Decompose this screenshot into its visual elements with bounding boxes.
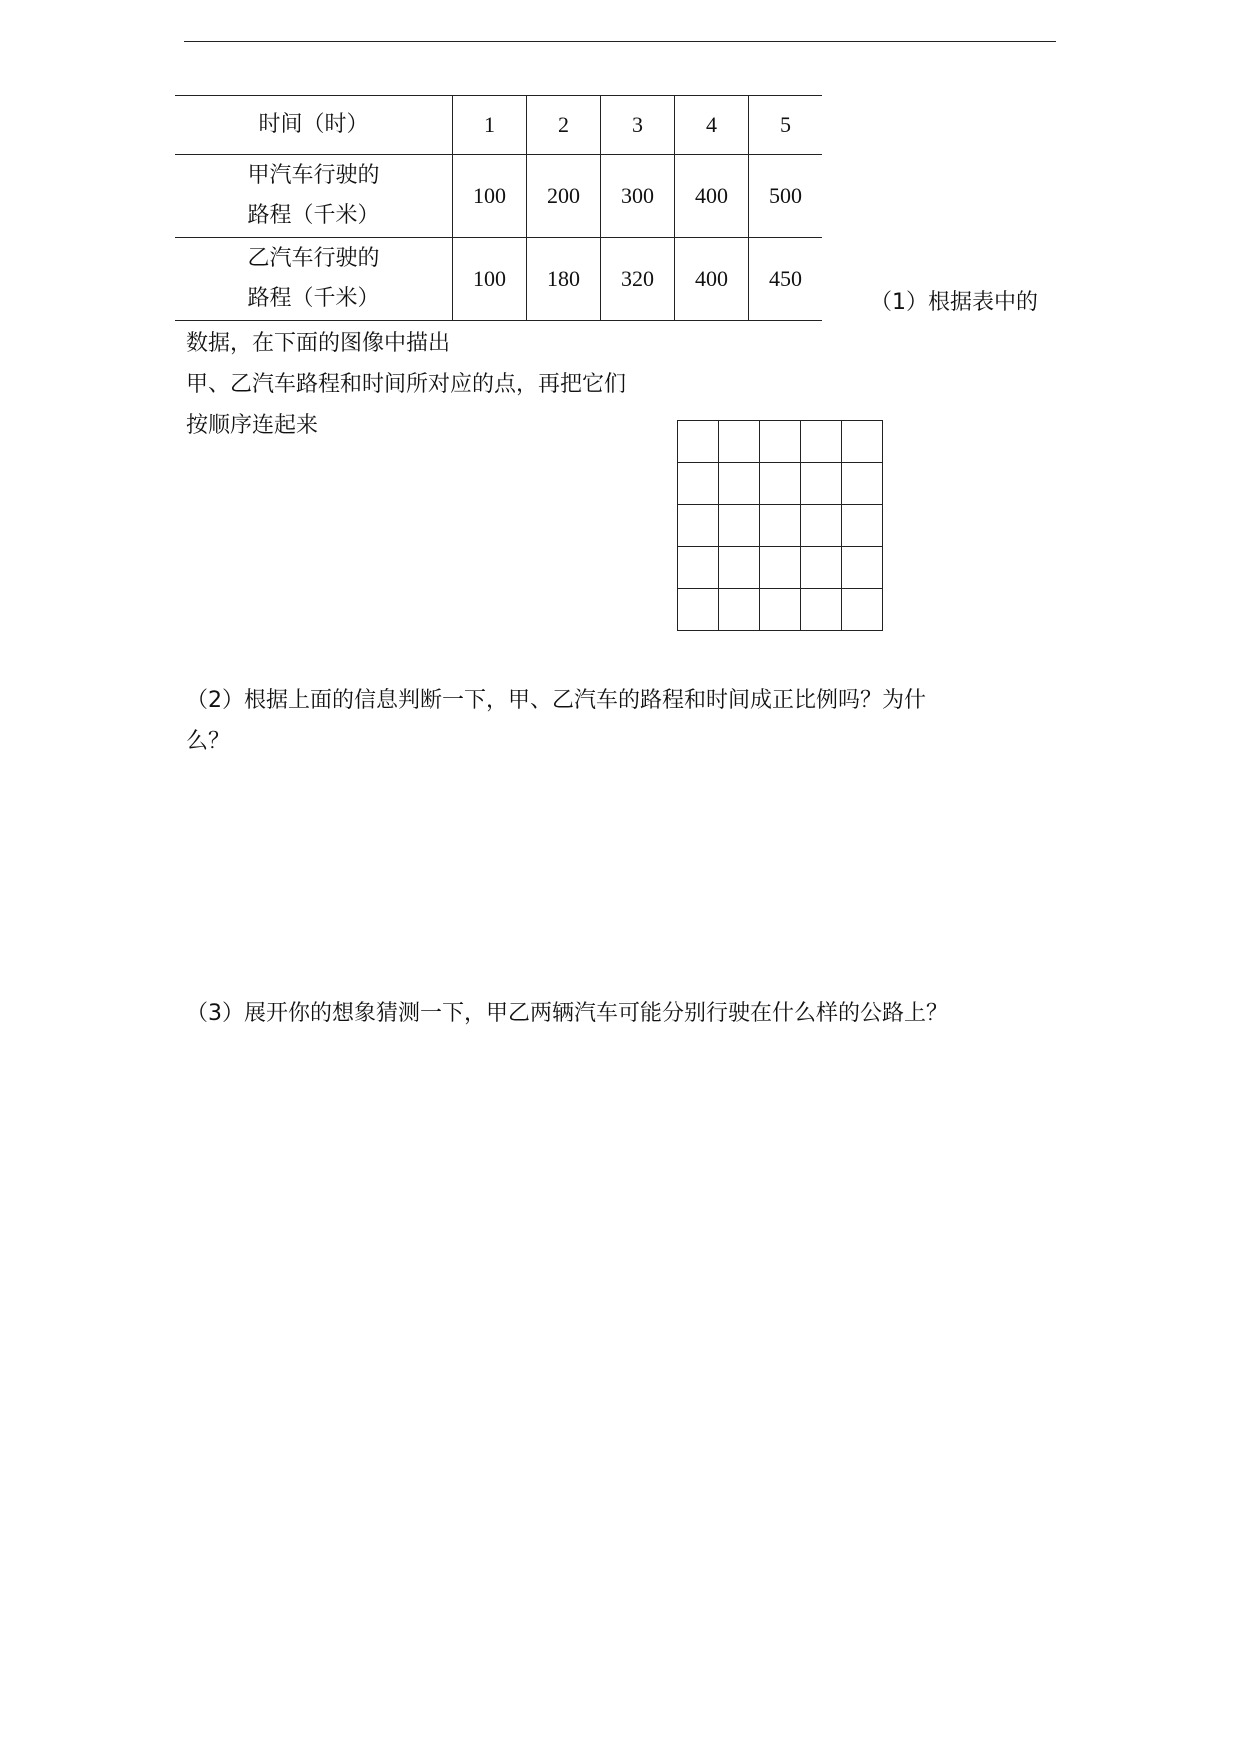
row-label-line1: 甲汽车行驶的 <box>247 163 380 188</box>
grid-cell <box>842 505 883 547</box>
grid-cell <box>760 421 801 463</box>
grid-cell <box>719 463 760 505</box>
distance-cell: 100 <box>453 238 527 321</box>
grid-cell <box>678 421 719 463</box>
question1-text-c: 甲、乙汽车路程和时间所对应的点，再把它们 <box>186 372 627 397</box>
grid-cell <box>842 463 883 505</box>
distance-cell: 200 <box>527 155 601 238</box>
row-label-line1: 乙汽车行驶的 <box>247 246 380 271</box>
time-cell: 3 <box>601 96 675 155</box>
distance-cell: 400 <box>675 238 749 321</box>
grid-cell <box>801 505 842 547</box>
grid-cell <box>678 589 719 631</box>
distance-cell: 400 <box>675 155 749 238</box>
grid-cell <box>678 505 719 547</box>
distance-cell: 320 <box>601 238 675 321</box>
table-row-car-jia <box>175 155 822 238</box>
grid-cell <box>801 547 842 589</box>
time-cell: 1 <box>453 96 527 155</box>
row-label-cell <box>175 238 453 321</box>
grid-cell <box>760 505 801 547</box>
table-header-row <box>175 96 822 155</box>
grid-cell <box>760 589 801 631</box>
grid-cell <box>719 505 760 547</box>
question2-text-a: （2）根据上面的信息判断一下，甲、乙汽车的路程和时间成正比例吗？为什 <box>186 688 926 713</box>
grid-cell <box>719 421 760 463</box>
distance-cell: 500 <box>749 155 823 238</box>
grid-cell <box>801 463 842 505</box>
grid-cell <box>760 463 801 505</box>
question2-text-b: 么？ <box>186 729 231 754</box>
distance-time-table <box>175 95 822 321</box>
row-label-cell <box>175 155 453 238</box>
question1-text-b: 数据，在下面的图像中描出 <box>186 331 451 356</box>
time-cell: 2 <box>527 96 601 155</box>
grid-cell <box>801 589 842 631</box>
grid-cell <box>719 547 760 589</box>
grid-cell <box>678 547 719 589</box>
time-header-cell: 时间（时） <box>175 96 453 155</box>
distance-cell: 300 <box>601 155 675 238</box>
row-label-line2: 路程（千米） <box>247 203 380 228</box>
grid-cell <box>842 589 883 631</box>
question1-text-d: 按顺序连起来 <box>186 413 319 438</box>
distance-cell: 180 <box>527 238 601 321</box>
row-label-line2: 路程（千米） <box>247 286 380 311</box>
distance-cell: 450 <box>749 238 823 321</box>
grid-cell <box>842 547 883 589</box>
question1-text-a: （1）根据表中的 <box>870 290 1038 315</box>
grid-cell <box>678 463 719 505</box>
header-rule <box>184 41 1056 42</box>
time-cell: 4 <box>675 96 749 155</box>
table-row-car-yi <box>175 238 822 321</box>
distance-cell: 100 <box>453 155 527 238</box>
question3-text: （3）展开你的想象猜测一下，甲乙两辆汽车可能分别行驶在什么样的公路上？ <box>186 1001 948 1026</box>
grid-cell <box>801 421 842 463</box>
plot-grid <box>677 420 883 631</box>
grid-cell <box>842 421 883 463</box>
grid-cell <box>760 547 801 589</box>
grid-cell <box>719 589 760 631</box>
time-cell: 5 <box>749 96 823 155</box>
